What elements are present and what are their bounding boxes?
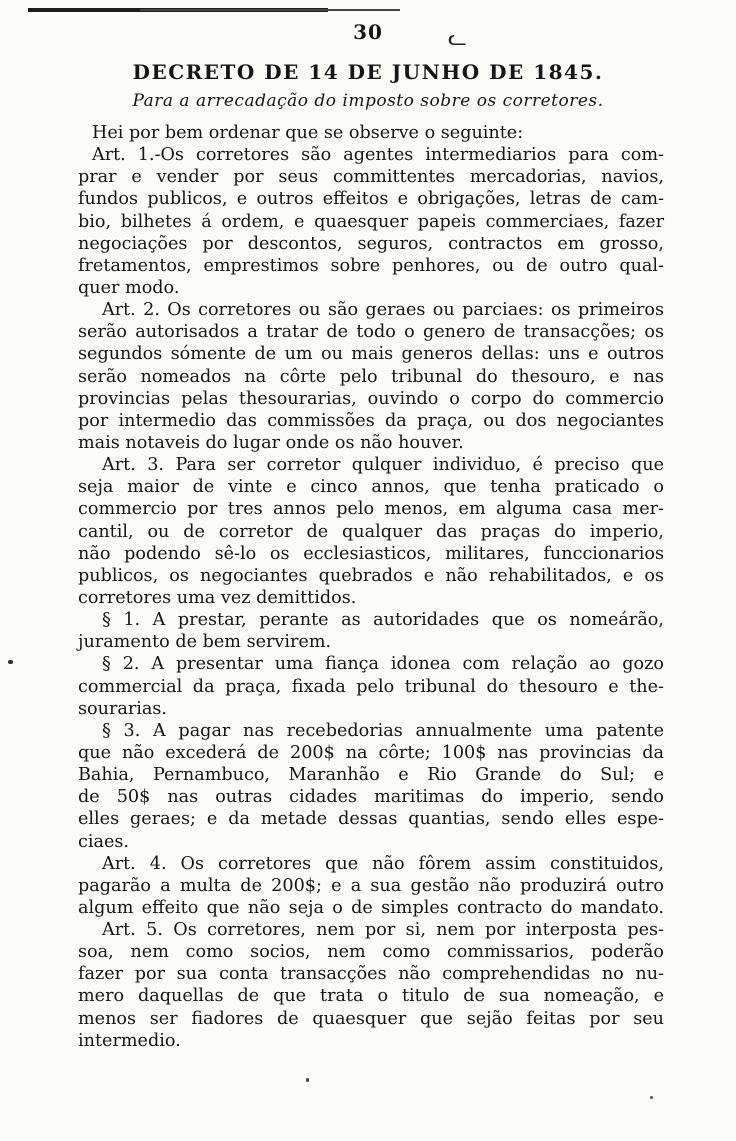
text-line: negociações por descontos, seguros, contractos em grosso, [78,233,664,254]
text-line: Bahia, Pernambuco, Maranhão e Rio Grande do Sul; e [78,765,664,786]
text-line: algum effeito que não seja o de simples contracto do mandato. [78,897,664,918]
text-line: provincias pelas thesourarias, ouvindo o corpo do commercio [78,388,664,409]
text-line: quer modo. [78,277,180,298]
margin-speck [8,660,13,664]
text-line: soa, nem como socios, nem como commissarios, poderão [78,942,664,963]
text-line: serão autorisados a tratar de todo o genero de transacções; os [78,322,664,343]
text-line: serão nomeados na côrte pelo tribunal do thesouro, e nas [78,366,664,387]
text-line: Art. 3. Para ser corretor qulquer individuo, é preciso que [102,455,664,476]
decree-body [78,122,664,1052]
text-line: § 3. A pagar nas recebedorias annualmente uma patente [102,720,664,741]
text-line: prar e vender por seus committentes mercadorias, navios, [78,167,664,188]
text-line: publicos, os negociantes quebrados e não rehabilitados, e os [78,565,664,586]
text-line: mais notaveis do lugar onde os não houver. [78,432,464,453]
top-rule-secondary [140,9,400,11]
text-line: commercio por tres annos pelo menos, em alguma casa mer- [78,499,664,520]
text-line: fazer por sua conta transacções não comprehendidas no nu- [78,964,664,985]
text-line: Art. 4. Os corretores que não fôrem assim constituidos, [102,853,664,874]
text-line: por intermedio das commissões da praça, ou dos negociantes [78,410,664,431]
text-line: mero daquellas de que trata o titulo de sua nomeação, e [78,986,664,1007]
text-line: § 2. A presentar uma fiança idonea com relação ao gozo [102,654,664,675]
text-line: fretamentos, emprestimos sobre penhores, ou de outro qual- [78,255,664,276]
margin-speck [650,1096,653,1099]
text-line: intermedio. [78,1030,181,1051]
text-line: commercial da praça, fixada pelo tribunal do thesouro e the- [78,676,664,697]
text-line: sourarias. [78,698,167,719]
text-line: juramento de bem servirem. [78,632,332,653]
text-line: de 50$ nas outras cidades maritimas do imperio, sendo [78,787,664,808]
text-line: não podendo sê-lo os ecclesiasticos, militares, funccionarios [78,543,664,564]
text-line: bio, bilhetes á ordem, e quaesquer papeis commerciaes, fazer [78,211,664,232]
text-line: fundos publicos, e outros effeitos e obrigações, letras de cam- [78,189,664,210]
text-line: elles geraes; e da metade dessas quantias, sendo elles espe- [78,809,664,830]
text-line: Art. 1.-Os corretores são agentes intermediarios para com- [92,145,664,166]
text-line: que não excederá de 200$ na côrte; 100$ nas provincias da [78,742,664,763]
page-number: 30 [353,20,383,44]
text-line: menos ser fiadores de quaesquer que sejão feitas por seu [78,1008,664,1029]
margin-speck [306,1078,309,1082]
text-line: corretores uma vez demittidos. [78,587,357,608]
decree-subtitle: Para a arrecadação do imposto sobre os corretores. [132,91,604,111]
text-line: Art. 5. Os corretores, nem por si, nem por interposta pes- [102,920,664,941]
text-line: Hei por bem ordenar que se observe o seguinte: [92,123,524,143]
text-line: pagarão a multa de 200$; e a sua gestão não produzirá outro [78,875,664,896]
text-line: seja maior de vinte e cinco annos, que tenha praticado o [78,477,664,498]
text-line: segundos sómente de um ou mais generos dellas: uns e outros [78,344,664,365]
pencil-mark-icon: ᓚ [448,26,467,51]
text-line: ciaes. [78,831,130,852]
text-line: Art. 2. Os corretores ou são geraes ou parciaes: os primeiros [102,300,664,321]
text-line: cantil, ou de corretor de qualquer das praças do imperio, [78,521,664,542]
text-line: § 1. A prestar, perante as autoridades que os nomeárão, [102,610,664,631]
decree-title: DECRETO DE 14 DE JUNHO DE 1845. [132,60,604,84]
